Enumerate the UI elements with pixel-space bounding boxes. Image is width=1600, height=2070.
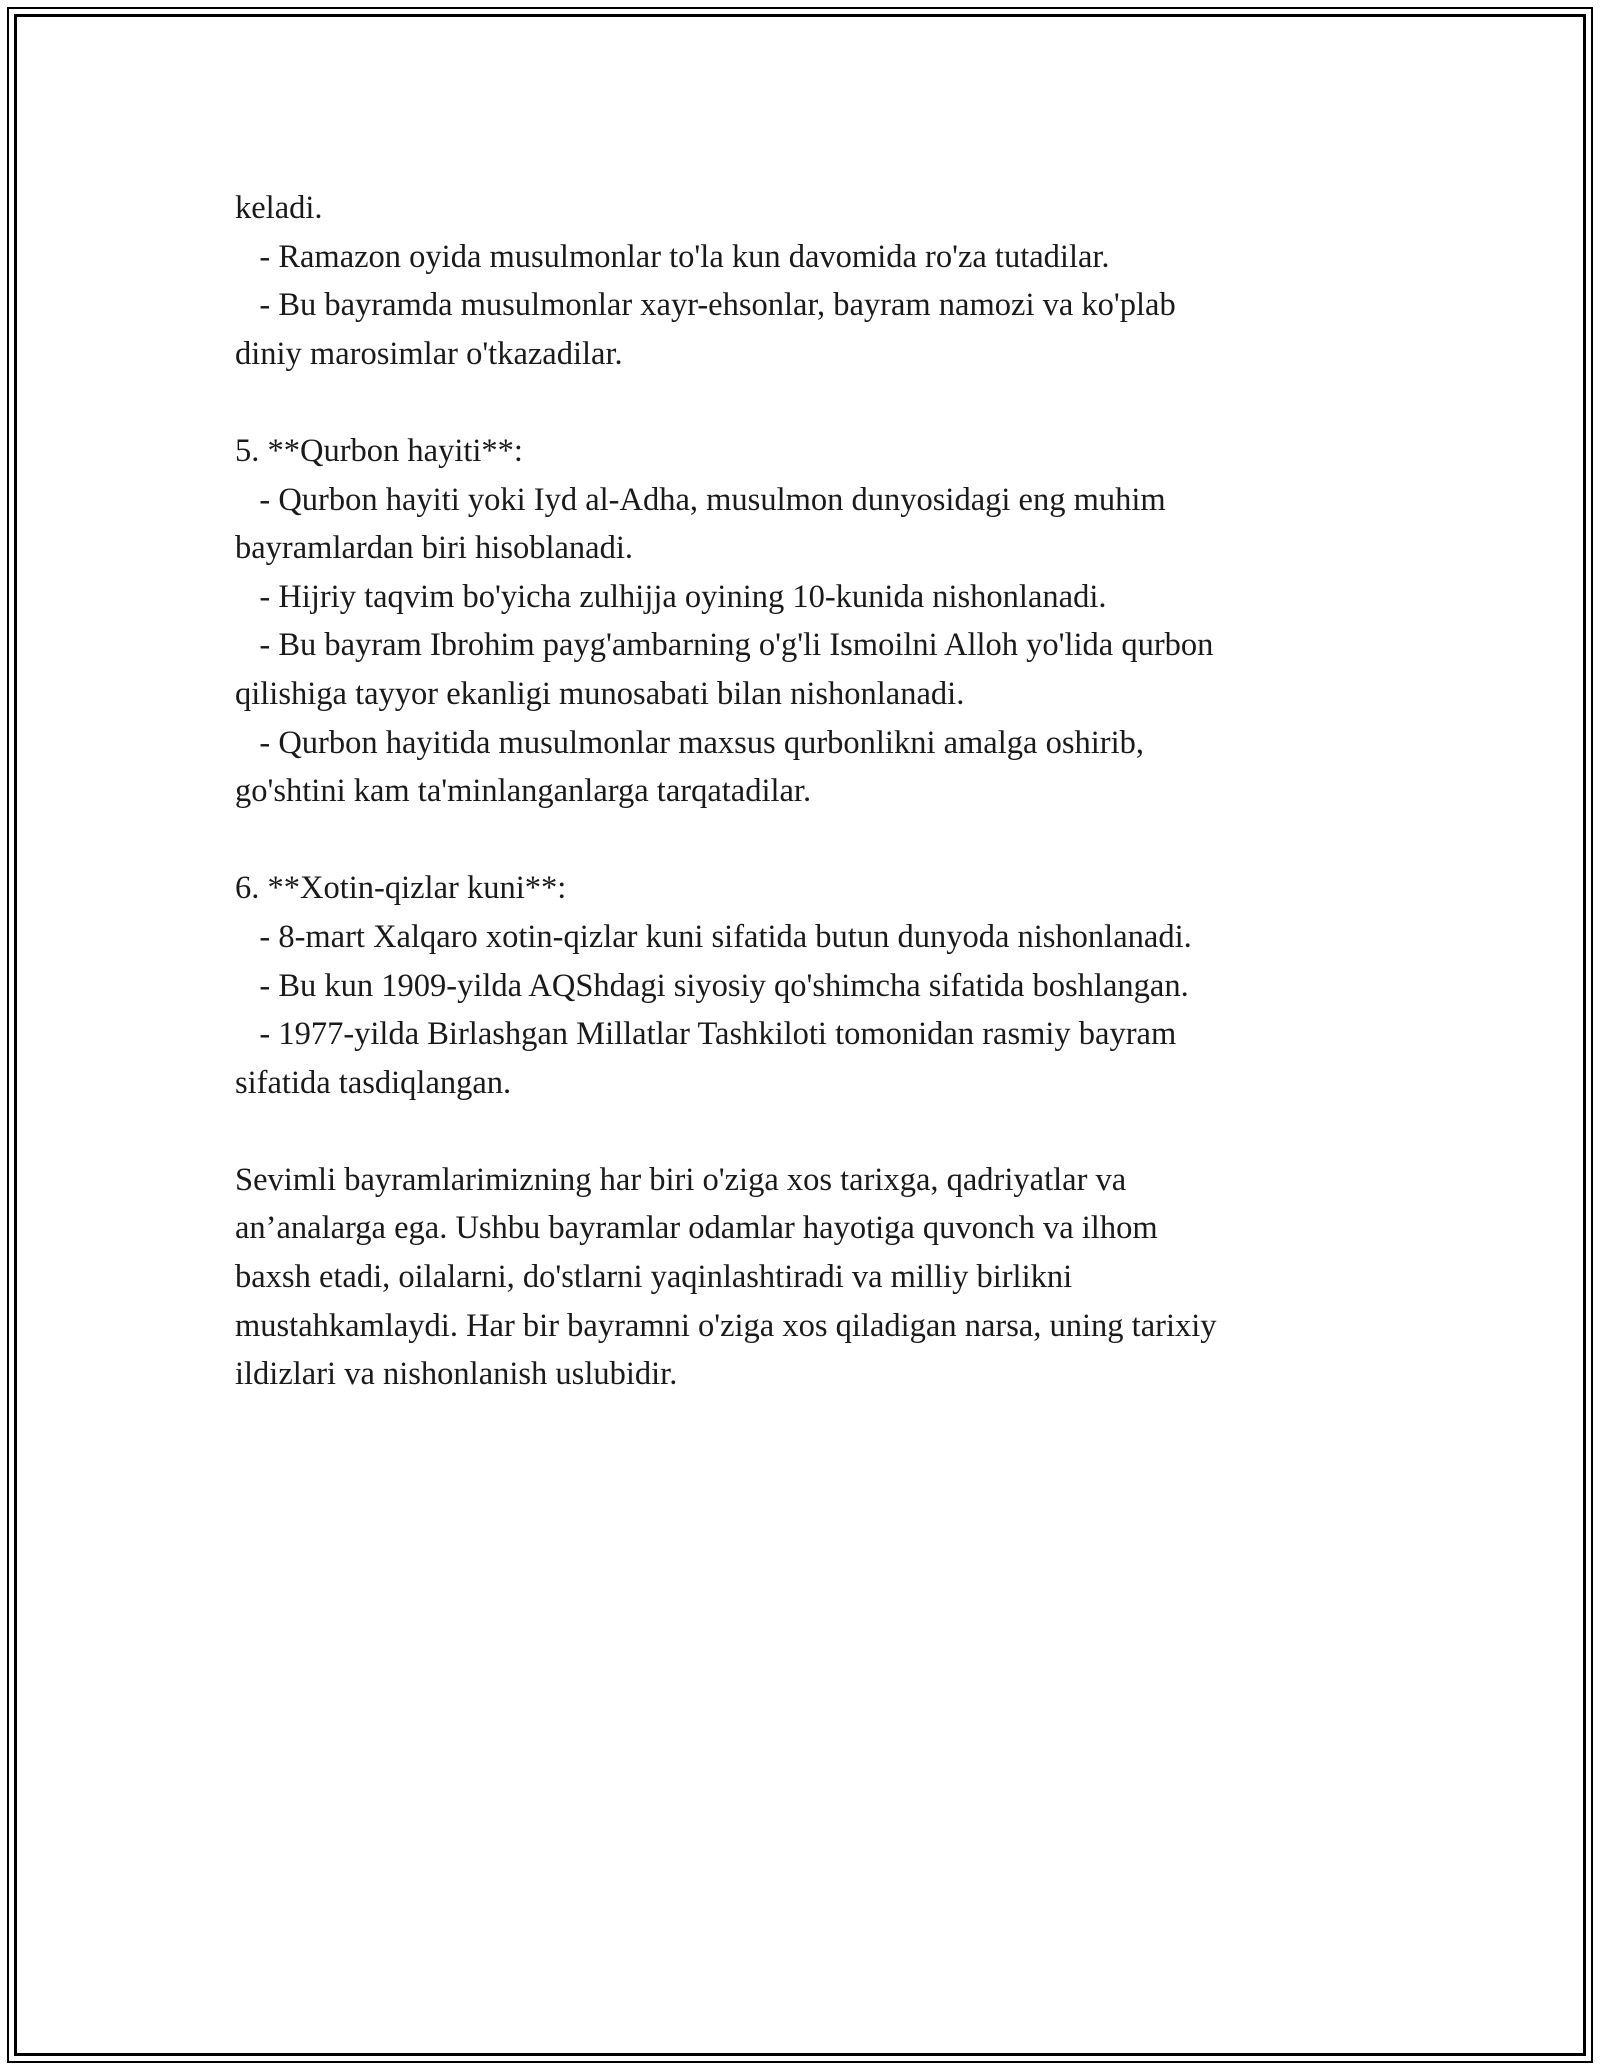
bullet-line: - Bu bayramda musulmonlar xayr-ehsonlar, bayram namozi va ko'plab [235, 287, 1176, 324]
bullet-line: - Bu kun 1909-yilda AQShdagi siyosiy qo'shimcha sifatida boshlangan. [235, 967, 1189, 1004]
section-heading-qurbon-hayiti: 5. **Qurbon hayiti**: [235, 432, 523, 469]
bullet-line: - 8-mart Xalqaro xotin-qizlar kuni sifatida butun dunyoda nishonlanadi. [235, 918, 1192, 955]
conclusion-line: baxsh etadi, oilalarni, do'stlarni yaqinlashtiradi va milliy birlikni [235, 1259, 1073, 1296]
bullet-line: - Hijriy taqvim bo'yicha zulhijja oyining 10-kunida nishonlanadi. [235, 578, 1107, 615]
conclusion-line: an’analarga ega. Ushbu bayramlar odamlar hayotiga quvonch va ilhom [235, 1210, 1158, 1247]
conclusion-line: mustahkamlaydi. Har bir bayramni o'ziga xos qiladigan narsa, uning tarixiy [235, 1307, 1217, 1344]
text-line: keladi. [235, 190, 323, 226]
text-line: diniy marosimlar o'tkazadilar. [235, 335, 623, 372]
bullet-line: - Qurbon hayiti yoki Iyd al-Adha, musulmon dunyosidagi eng muhim [235, 481, 1166, 518]
text-line: bayramlardan biri hisoblanadi. [235, 530, 633, 567]
bullet-line: - 1977-yilda Birlashgan Millatlar Tashkiloti tomonidan rasmiy bayram [235, 1016, 1177, 1053]
text-line: go'shtini kam ta'minlanganlarga tarqatadilar. [235, 773, 812, 810]
bullet-line: - Ramazon oyida musulmonlar to'la kun davomida ro'za tutadilar. [235, 238, 1110, 275]
bullet-line: - Qurbon hayitida musulmonlar maxsus qurbonlikni amalga oshirib, [235, 724, 1144, 761]
conclusion-line: ildizlari va nishonlanish uslubidir. [235, 1356, 678, 1393]
document-body [235, 184, 1375, 1399]
section-heading-xotin-qizlar-kuni: 6. **Xotin-qizlar kuni**: [235, 870, 567, 907]
text-line: qilishiga tayyor ekanligi munosabati bilan nishonlanadi. [235, 675, 965, 712]
blank-line [235, 816, 1375, 865]
conclusion-line: Sevimli bayramlarimizning har biri o'ziga xos tarixga, qadriyatlar va [235, 1161, 1127, 1198]
blank-line [235, 378, 1375, 427]
blank-line [235, 1107, 1375, 1156]
text-line: sifatida tasdiqlangan. [235, 1064, 512, 1101]
bullet-line: - Bu bayram Ibrohim payg'ambarning o'g'li Ismoilni Alloh yo'lida qurbon [235, 627, 1214, 664]
